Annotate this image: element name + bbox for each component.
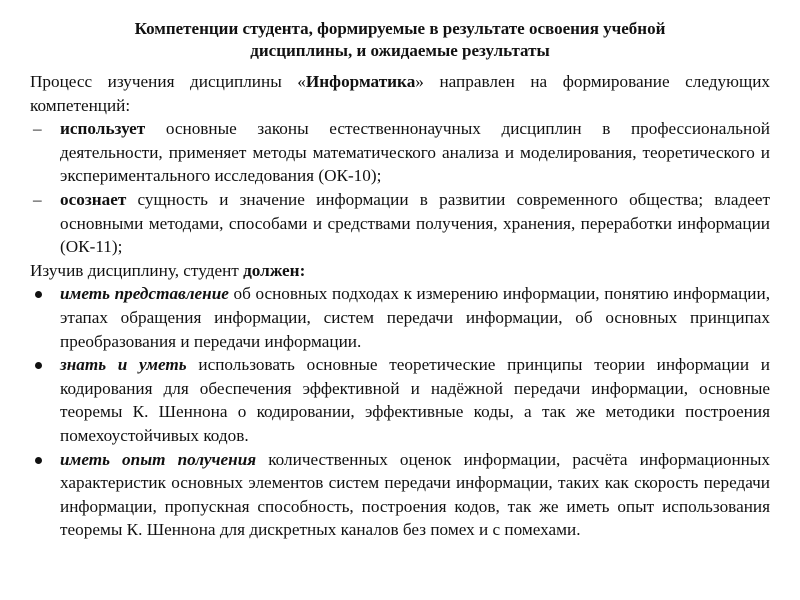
list-item bbox=[30, 282, 770, 353]
results-list bbox=[30, 282, 770, 542]
competency-list bbox=[30, 117, 770, 259]
list-item bbox=[30, 448, 770, 542]
intro-paragraph bbox=[30, 70, 770, 117]
dash-marker: – bbox=[33, 119, 42, 139]
results-intro-before: Изучив дисциплину, студент bbox=[30, 260, 244, 280]
result-text: использовать основные теоретические принципы теории информации и кодирования для обеспечения эффективной и надёжной передачи информации, основные теоремы К. Шеннона о кодировании, эффективные коды, а так же методики построения помехоустойчивых кодов. bbox=[60, 355, 770, 445]
page-title bbox=[30, 18, 770, 62]
list-item bbox=[30, 188, 770, 259]
intro-after: » направлен на формирование следующих компетенций: bbox=[30, 72, 770, 115]
competency-term: использует bbox=[60, 119, 146, 139]
results-intro-emph: должен: bbox=[243, 260, 306, 280]
bullet-icon bbox=[35, 457, 42, 464]
list-item bbox=[30, 353, 770, 447]
title-line-2: дисциплины, и ожидаемые результаты bbox=[250, 41, 550, 60]
list-item bbox=[30, 117, 770, 188]
competency-term: осознает bbox=[60, 189, 127, 209]
result-term: знать и уметь bbox=[60, 355, 187, 375]
result-term: иметь представление bbox=[60, 284, 229, 304]
bullet-icon bbox=[35, 291, 42, 298]
result-text: количественных оценок информации, расчёта информационных характеристик основных элементов систем передачи информации, таких как скорость передачи информации, пропускная способность, построения кодов, так же иметь опыт использования теоремы К. Шеннона для дискретных каналов без помех и с помехами. bbox=[60, 449, 770, 540]
bullet-icon bbox=[35, 362, 42, 369]
dash-marker: – bbox=[33, 189, 42, 209]
results-intro bbox=[30, 259, 770, 283]
result-text: об основных подходах к измерению информации, понятию информации, этапах обращения информации, систем передачи информации, об основных принципах преобразования и передачи информации. bbox=[60, 284, 770, 351]
subject-name: Информатика bbox=[305, 72, 416, 91]
result-term: иметь опыт получения bbox=[60, 449, 257, 469]
competency-text: основные законы естественнонаучных дисциплин в профессиональной деятельности, применяет методы математического анализа и моделирования, теоретического и экспериментального исследования (ОК-10); bbox=[60, 119, 770, 186]
title-line-1: Компетенции студента, формируемые в результате освоения учебной bbox=[134, 19, 666, 38]
intro-before: Процесс изучения дисциплины « bbox=[30, 72, 306, 91]
competency-text: сущность и значение информации в развитии современного общества; владеет основными методами, способами и средствами получения, хранения, переработки информации (ОК-11); bbox=[60, 189, 770, 257]
